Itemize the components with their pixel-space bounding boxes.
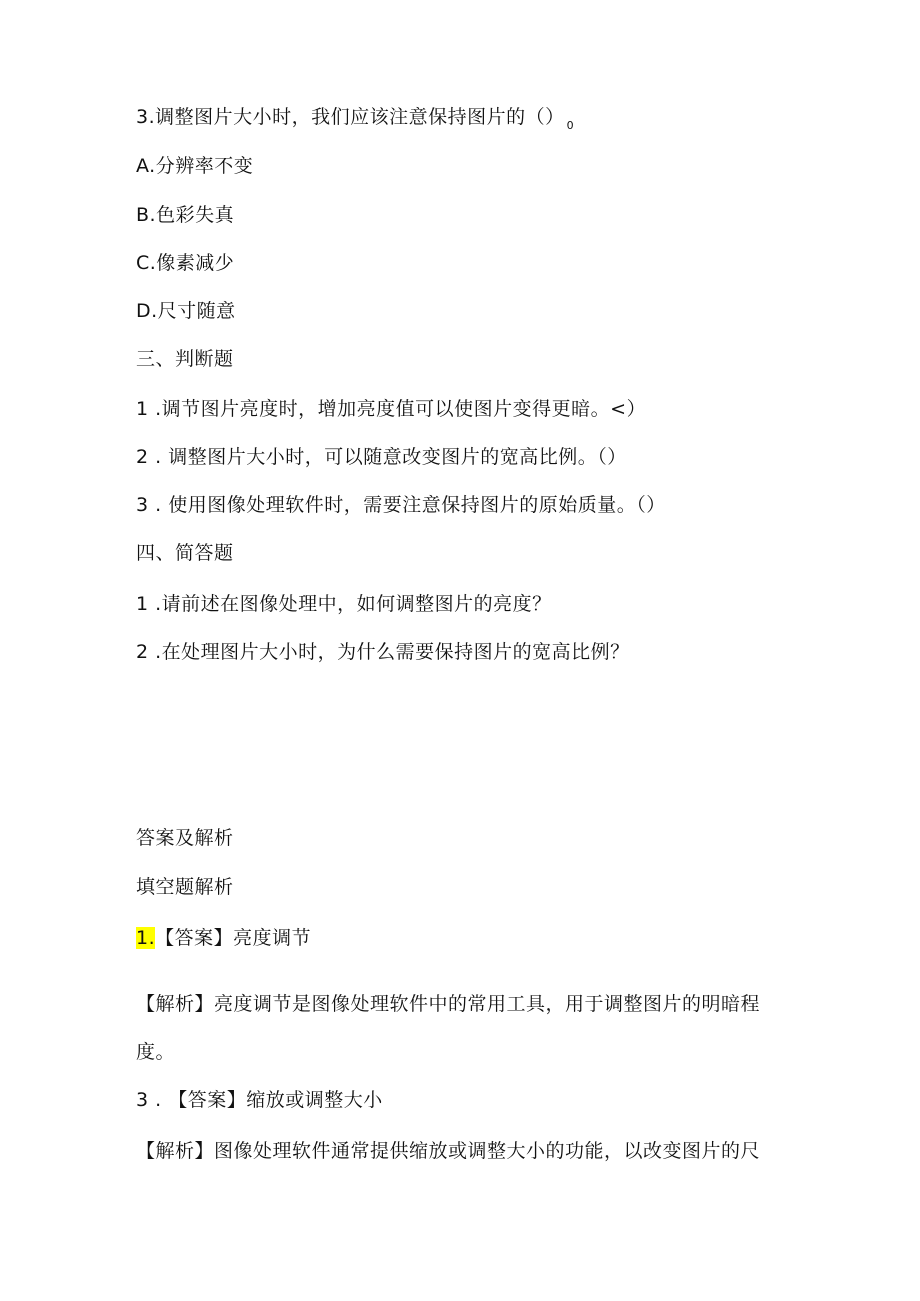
question-3-text: 3.调整图片大小时，我们应该注意保持图片的（）	[136, 106, 565, 128]
question-3	[136, 104, 574, 133]
explanation-1-line-2: 度。	[136, 1041, 176, 1063]
explanation-3-line-1: 【解析】图像处理软件通常提供缩放或调整大小的功能，以改变图片的尺	[136, 1140, 761, 1162]
answer-3: 3 . 【答案】缩放或调整大小	[136, 1089, 383, 1111]
answers-heading: 答案及解析	[136, 827, 234, 849]
fill-blank-heading: 填空题解析	[136, 876, 234, 898]
option-d: D.尺寸随意	[136, 300, 236, 322]
question-3-suffix: 0	[566, 119, 575, 132]
explanation-1-line-1: 【解析】亮度调节是图像处理软件中的常用工具，用于调整图片的明暗程	[136, 993, 761, 1015]
judge-item-1: 1 .调节图片亮度时，增加亮度值可以使图片变得更暗。<）	[136, 398, 647, 420]
short-answer-heading: 四、简答题	[136, 542, 234, 564]
judge-item-3: 3 . 使用图像处理软件时，需要注意保持图片的原始质量。（）	[136, 494, 666, 516]
option-c: C.像素减少	[136, 252, 235, 274]
answer-1	[136, 925, 311, 951]
judge-item-2: 2 . 调整图片大小时，可以随意改变图片的宽高比例。（）	[136, 446, 627, 468]
option-b: B.色彩失真	[136, 204, 235, 226]
answer-1-number: 1.	[136, 927, 156, 949]
judge-heading: 三、判断题	[136, 348, 234, 370]
option-a: A.分辨率不变	[136, 155, 254, 177]
answer-1-text: 【答案】亮度调节	[155, 927, 312, 949]
short-answer-item-2: 2 .在处理图片大小时，为什么需要保持图片的宽高比例？	[136, 641, 630, 663]
short-answer-item-1: 1 .请前述在图像处理中，如何调整图片的亮度？	[136, 593, 552, 615]
